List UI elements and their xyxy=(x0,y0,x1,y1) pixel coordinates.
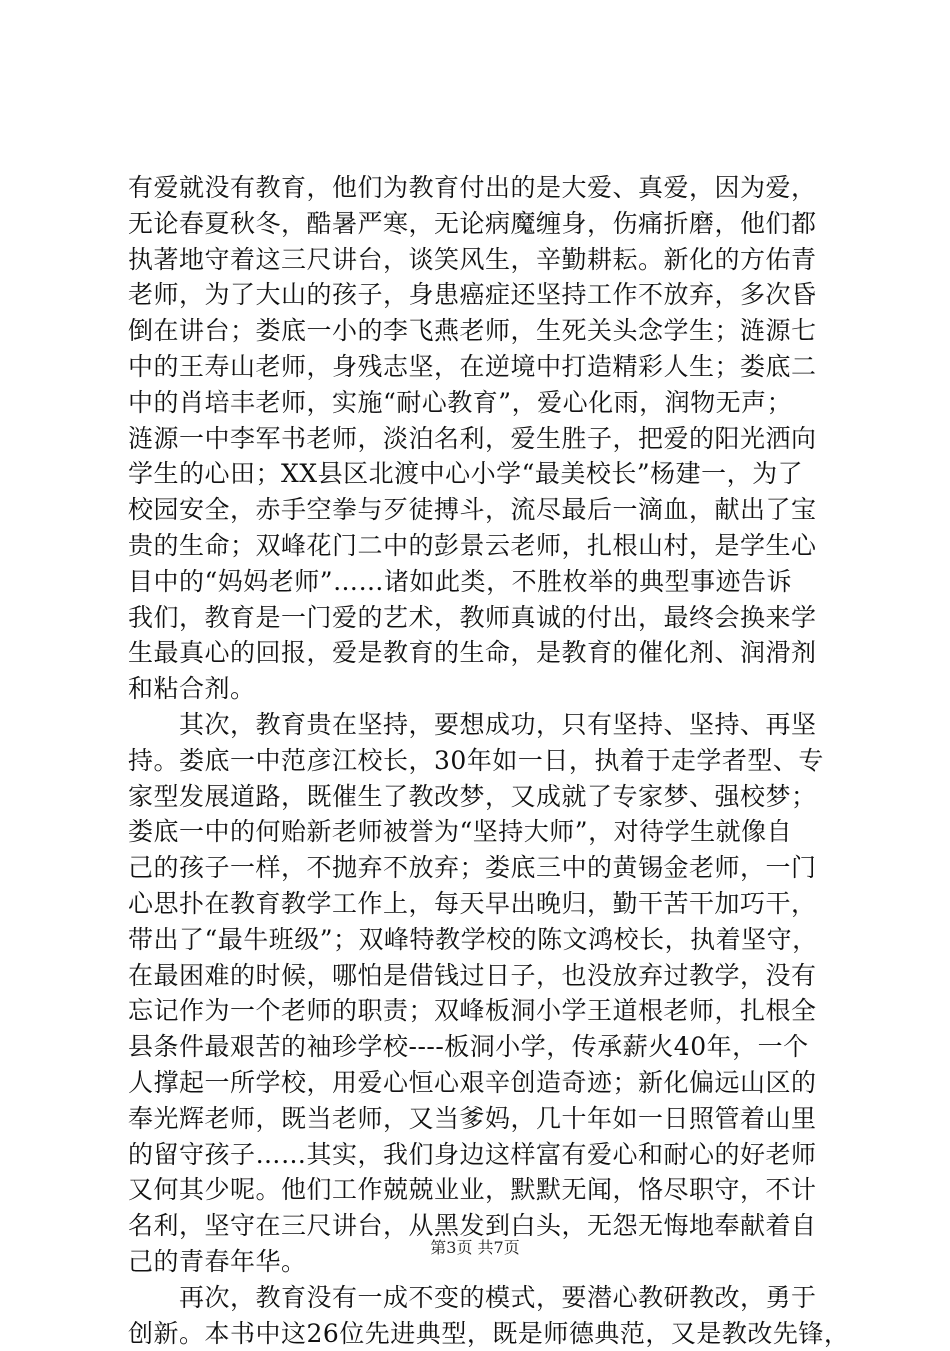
text-line: 学生的心田；XX县区北渡中心小学“最美校长”杨建一，为了 xyxy=(128,456,848,492)
text-line: 持。娄底一中范彦江校长，30年如一日，执着于走学者型、专 xyxy=(128,743,848,779)
text-line: 涟源一中李军书老师，淡泊名利，爱生胜子，把爱的阳光洒向 xyxy=(128,421,848,457)
text-line: 娄底一中的何贻新老师被誉为“坚持大师”，对待学生就像自 xyxy=(128,814,848,850)
text-line: 校园安全，赤手空拳与歹徒搏斗，流尽最后一滴血，献出了宝 xyxy=(128,492,848,528)
text-line: 再次，教育没有一成不变的模式，要潜心教研教改，勇于 xyxy=(128,1280,848,1316)
text-line: 和粘合剂。 xyxy=(128,671,848,707)
text-line: 创新。本书中这26位先进典型，既是师德典范，又是教改先锋， xyxy=(128,1316,848,1351)
text-line: 无论春夏秋冬，酷暑严寒，无论病魔缠身，伤痛折磨，他们都 xyxy=(128,206,848,242)
text-line: 心思扑在教育教学工作上，每天早出晚归，勤干苦干加巧干， xyxy=(128,886,848,922)
text-line: 己的青春年华。 xyxy=(128,1244,848,1280)
text-line: 在最困难的时候，哪怕是借钱过日子，也没放弃过教学，没有 xyxy=(128,958,848,994)
text-line: 又何其少呢。他们工作兢兢业业，默默无闻，恪尽职守，不计 xyxy=(128,1172,848,1208)
body-text xyxy=(128,170,848,1351)
text-line: 人撑起一所学校，用爱心恒心艰辛创造奇迹；新化偏远山区的 xyxy=(128,1065,848,1101)
text-line: 目中的“妈妈老师”……诸如此类，不胜枚举的典型事迹告诉 xyxy=(128,564,848,600)
text-line: 有爱就没有教育，他们为教育付出的是大爱、真爱，因为爱， xyxy=(128,170,848,206)
text-line: 贵的生命；双峰花门二中的彭景云老师，扎根山村，是学生心 xyxy=(128,528,848,564)
text-line: 己的孩子一样，不抛弃不放弃；娄底三中的黄锡金老师，一门 xyxy=(128,850,848,886)
text-line: 家型发展道路，既催生了教改梦，又成就了专家梦、强校梦； xyxy=(128,779,848,815)
text-line: 倒在讲台；娄底一小的李飞燕老师，生死关头念学生；涟源七 xyxy=(128,313,848,349)
text-line: 中的王寿山老师，身残志坚，在逆境中打造精彩人生；娄底二 xyxy=(128,349,848,385)
text-line: 生最真心的回报，爱是教育的生命，是教育的催化剂、润滑剂 xyxy=(128,635,848,671)
text-line: 县条件最艰苦的袖珍学校----板洞小学，传承薪火40年，一个 xyxy=(128,1029,848,1065)
page-number-footer: 第3页 共7页 xyxy=(0,1238,950,1258)
text-line: 我们，教育是一门爱的艺术，教师真诚的付出，最终会换来学 xyxy=(128,600,848,636)
text-line: 名利，坚守在三尺讲台，从黑发到白头，无怨无悔地奉献着自 xyxy=(128,1208,848,1244)
text-line: 奉光辉老师，既当老师，又当爹妈，几十年如一日照管着山里 xyxy=(128,1101,848,1137)
text-line: 忘记作为一个老师的职责；双峰板洞小学王道根老师，扎根全 xyxy=(128,993,848,1029)
text-line: 的留守孩子……其实，我们身边这样富有爱心和耐心的好老师 xyxy=(128,1137,848,1173)
text-line: 执著地守着这三尺讲台，谈笑风生，辛勤耕耘。新化的方佑青 xyxy=(128,242,848,278)
text-line: 中的肖培丰老师，实施“耐心教育”，爱心化雨，润物无声； xyxy=(128,385,848,421)
text-line: 带出了“最牛班级”；双峰特教学校的陈文鸿校长，执着坚守， xyxy=(128,922,848,958)
text-line: 其次，教育贵在坚持，要想成功，只有坚持、坚持、再坚 xyxy=(128,707,848,743)
text-line: 老师，为了大山的孩子，身患癌症还坚持工作不放弃，多次昏 xyxy=(128,277,848,313)
